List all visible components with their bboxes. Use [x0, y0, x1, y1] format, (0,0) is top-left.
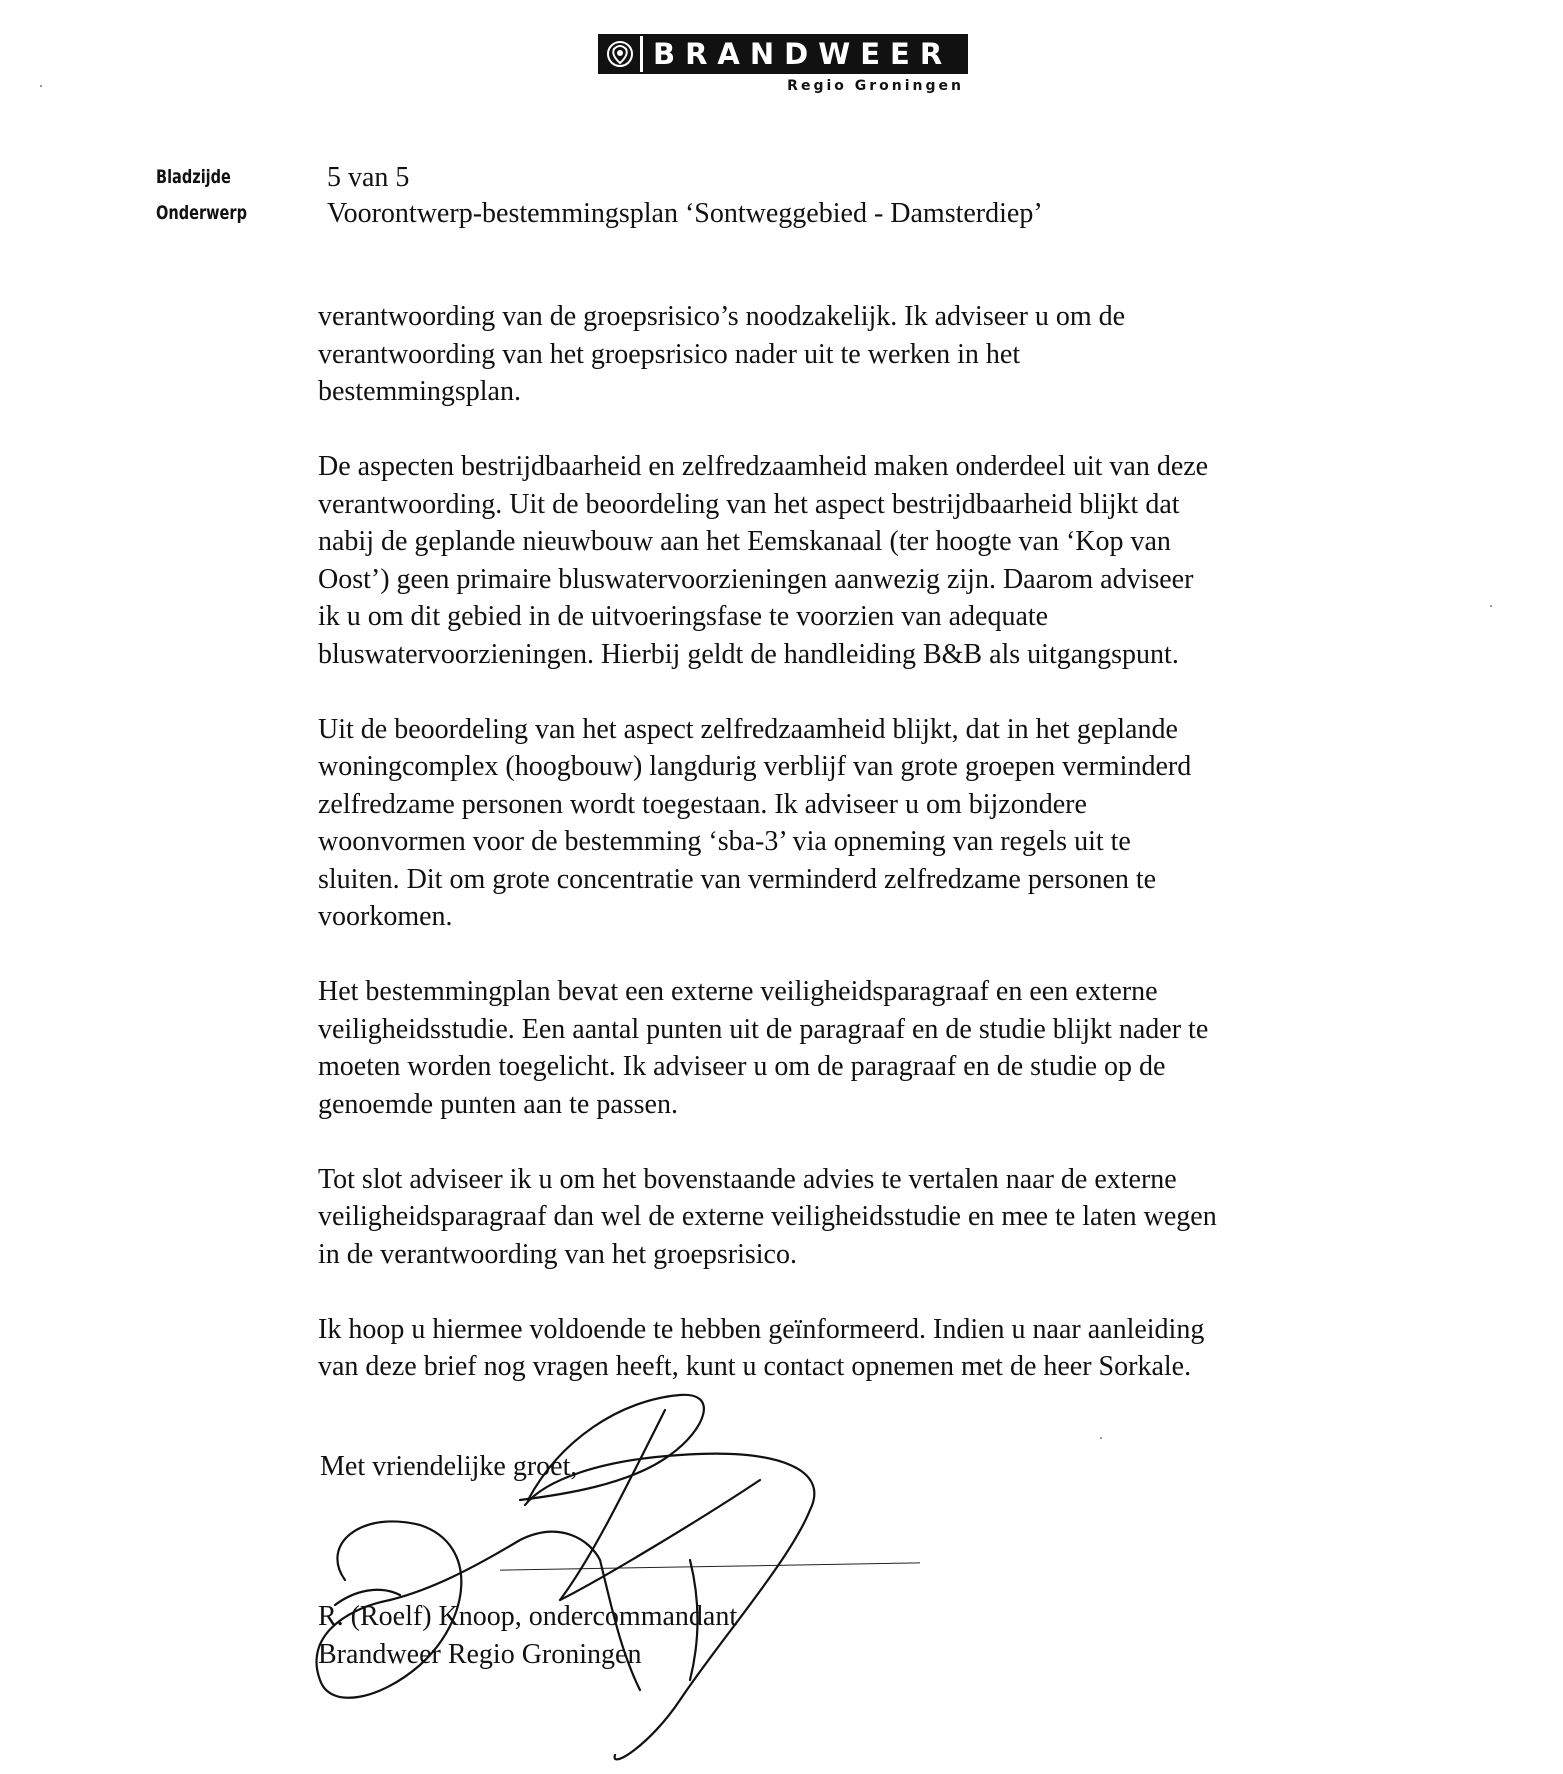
body-paragraph: [318, 711, 1378, 936]
body-line: zelfredzame personen wordt toegestaan. Ik adviseer u om bijzondere: [318, 788, 1087, 820]
body-line: veiligheidsparagraaf dan wel de externe veiligheidsstudie en mee te laten wegen: [318, 1201, 1217, 1232]
body-line: nabij de geplande nieuwbouw aan het Eemskanaal (ter hoogte van ‘Kop van: [318, 526, 1171, 557]
page-number: 5 van 5: [327, 162, 410, 193]
subject-label: Onderwerp: [156, 202, 247, 224]
body-line: moeten worden toegelicht. Ik adviseer u om de paragraaf en de studie op de: [318, 1051, 1166, 1082]
body-paragraph: [318, 1161, 1378, 1274]
body-line: voorkomen.: [318, 901, 453, 932]
subject-title: Voorontwerp-bestemmingsplan ‘Sontweggebied - Damsterdiep’: [327, 198, 1043, 229]
body-paragraph: [318, 1311, 1378, 1386]
body-line: verantwoording. Uit de beoordeling van het aspect bestrijdbaarheid blijkt dat: [318, 488, 1180, 520]
logo-wordmark: BRANDWEER: [653, 37, 953, 71]
emblem-icon: [600, 36, 643, 72]
body-line: woningcomplex (hoogbouw) langdurig verblijf van grote groepen verminderd: [318, 751, 1192, 782]
body-paragraph: [318, 298, 1378, 411]
brandweer-logo: [598, 34, 968, 94]
signer-block: [318, 1598, 737, 1673]
page-label: Bladzijde: [156, 166, 231, 188]
scan-speck: [1100, 1437, 1102, 1439]
body-line: sluiten. Dit om grote concentratie van verminderd zelfredzame personen te: [318, 863, 1157, 895]
body-line: in de verantwoording van het groepsrisico.: [318, 1238, 797, 1270]
signer-name: R. (Roelf) Knoop, ondercommandant: [318, 1601, 738, 1632]
body-paragraph: [318, 973, 1378, 1123]
body-line: veiligheidsstudie. Een aantal punten uit de paragraaf en de studie blijkt nader te: [318, 1013, 1209, 1045]
body-line: De aspecten bestrijdbaarheid en zelfredzaamheid maken onderdeel uit van deze: [318, 451, 1209, 482]
body-line: verantwoording van de groepsrisico’s noodzakelijk. Ik adviseer u om de: [318, 301, 1126, 332]
scan-speck: [40, 85, 42, 87]
signature-line: [500, 1562, 920, 1570]
body-line: ik u om dit gebied in de uitvoeringsfase te voorzien van adequate: [318, 601, 1049, 632]
body-line: verantwoording van het groepsrisico nader uit te werken in het: [318, 338, 1021, 370]
body-line: Ik hoop u hiermee voldoende te hebben geïnformeerd. Indien u naar aanleiding: [318, 1313, 1205, 1345]
body-line: bluswatervoorzieningen. Hierbij geldt de handleiding B&B als uitgangspunt.: [318, 638, 1179, 670]
body-line: Het bestemmingplan bevat een externe veiligheidsparagraaf en een externe: [318, 976, 1158, 1007]
scan-speck: [1490, 605, 1492, 607]
signer-organization: Brandweer Regio Groningen: [318, 1638, 642, 1670]
body-paragraph: [318, 448, 1378, 673]
body-line: Tot slot adviseer ik u om het bovenstaande advies te vertalen naar de externe: [318, 1163, 1177, 1195]
body-line: Uit de beoordeling van het aspect zelfredzaamheid blijkt, dat in het geplande: [318, 713, 1178, 745]
body-line: Oost’) geen primaire bluswatervoorzieningen aanwezig zijn. Daarom adviseer: [318, 563, 1194, 595]
closing-greeting: Met vriendelijke groet,: [320, 1451, 578, 1482]
body-line: woonvormen voor de bestemming ‘sba-3’ via opneming van regels uit te: [318, 826, 1131, 857]
letter-body: [318, 298, 1378, 1423]
body-line: genoemde punten aan te passen.: [318, 1088, 678, 1120]
body-line: van deze brief nog vragen heeft, kunt u contact opnemen met de heer Sorkale.: [318, 1351, 1192, 1382]
logo-bar: [598, 34, 968, 74]
logo-region: Regio Groningen: [787, 78, 964, 94]
body-line: bestemmingsplan.: [318, 376, 521, 407]
